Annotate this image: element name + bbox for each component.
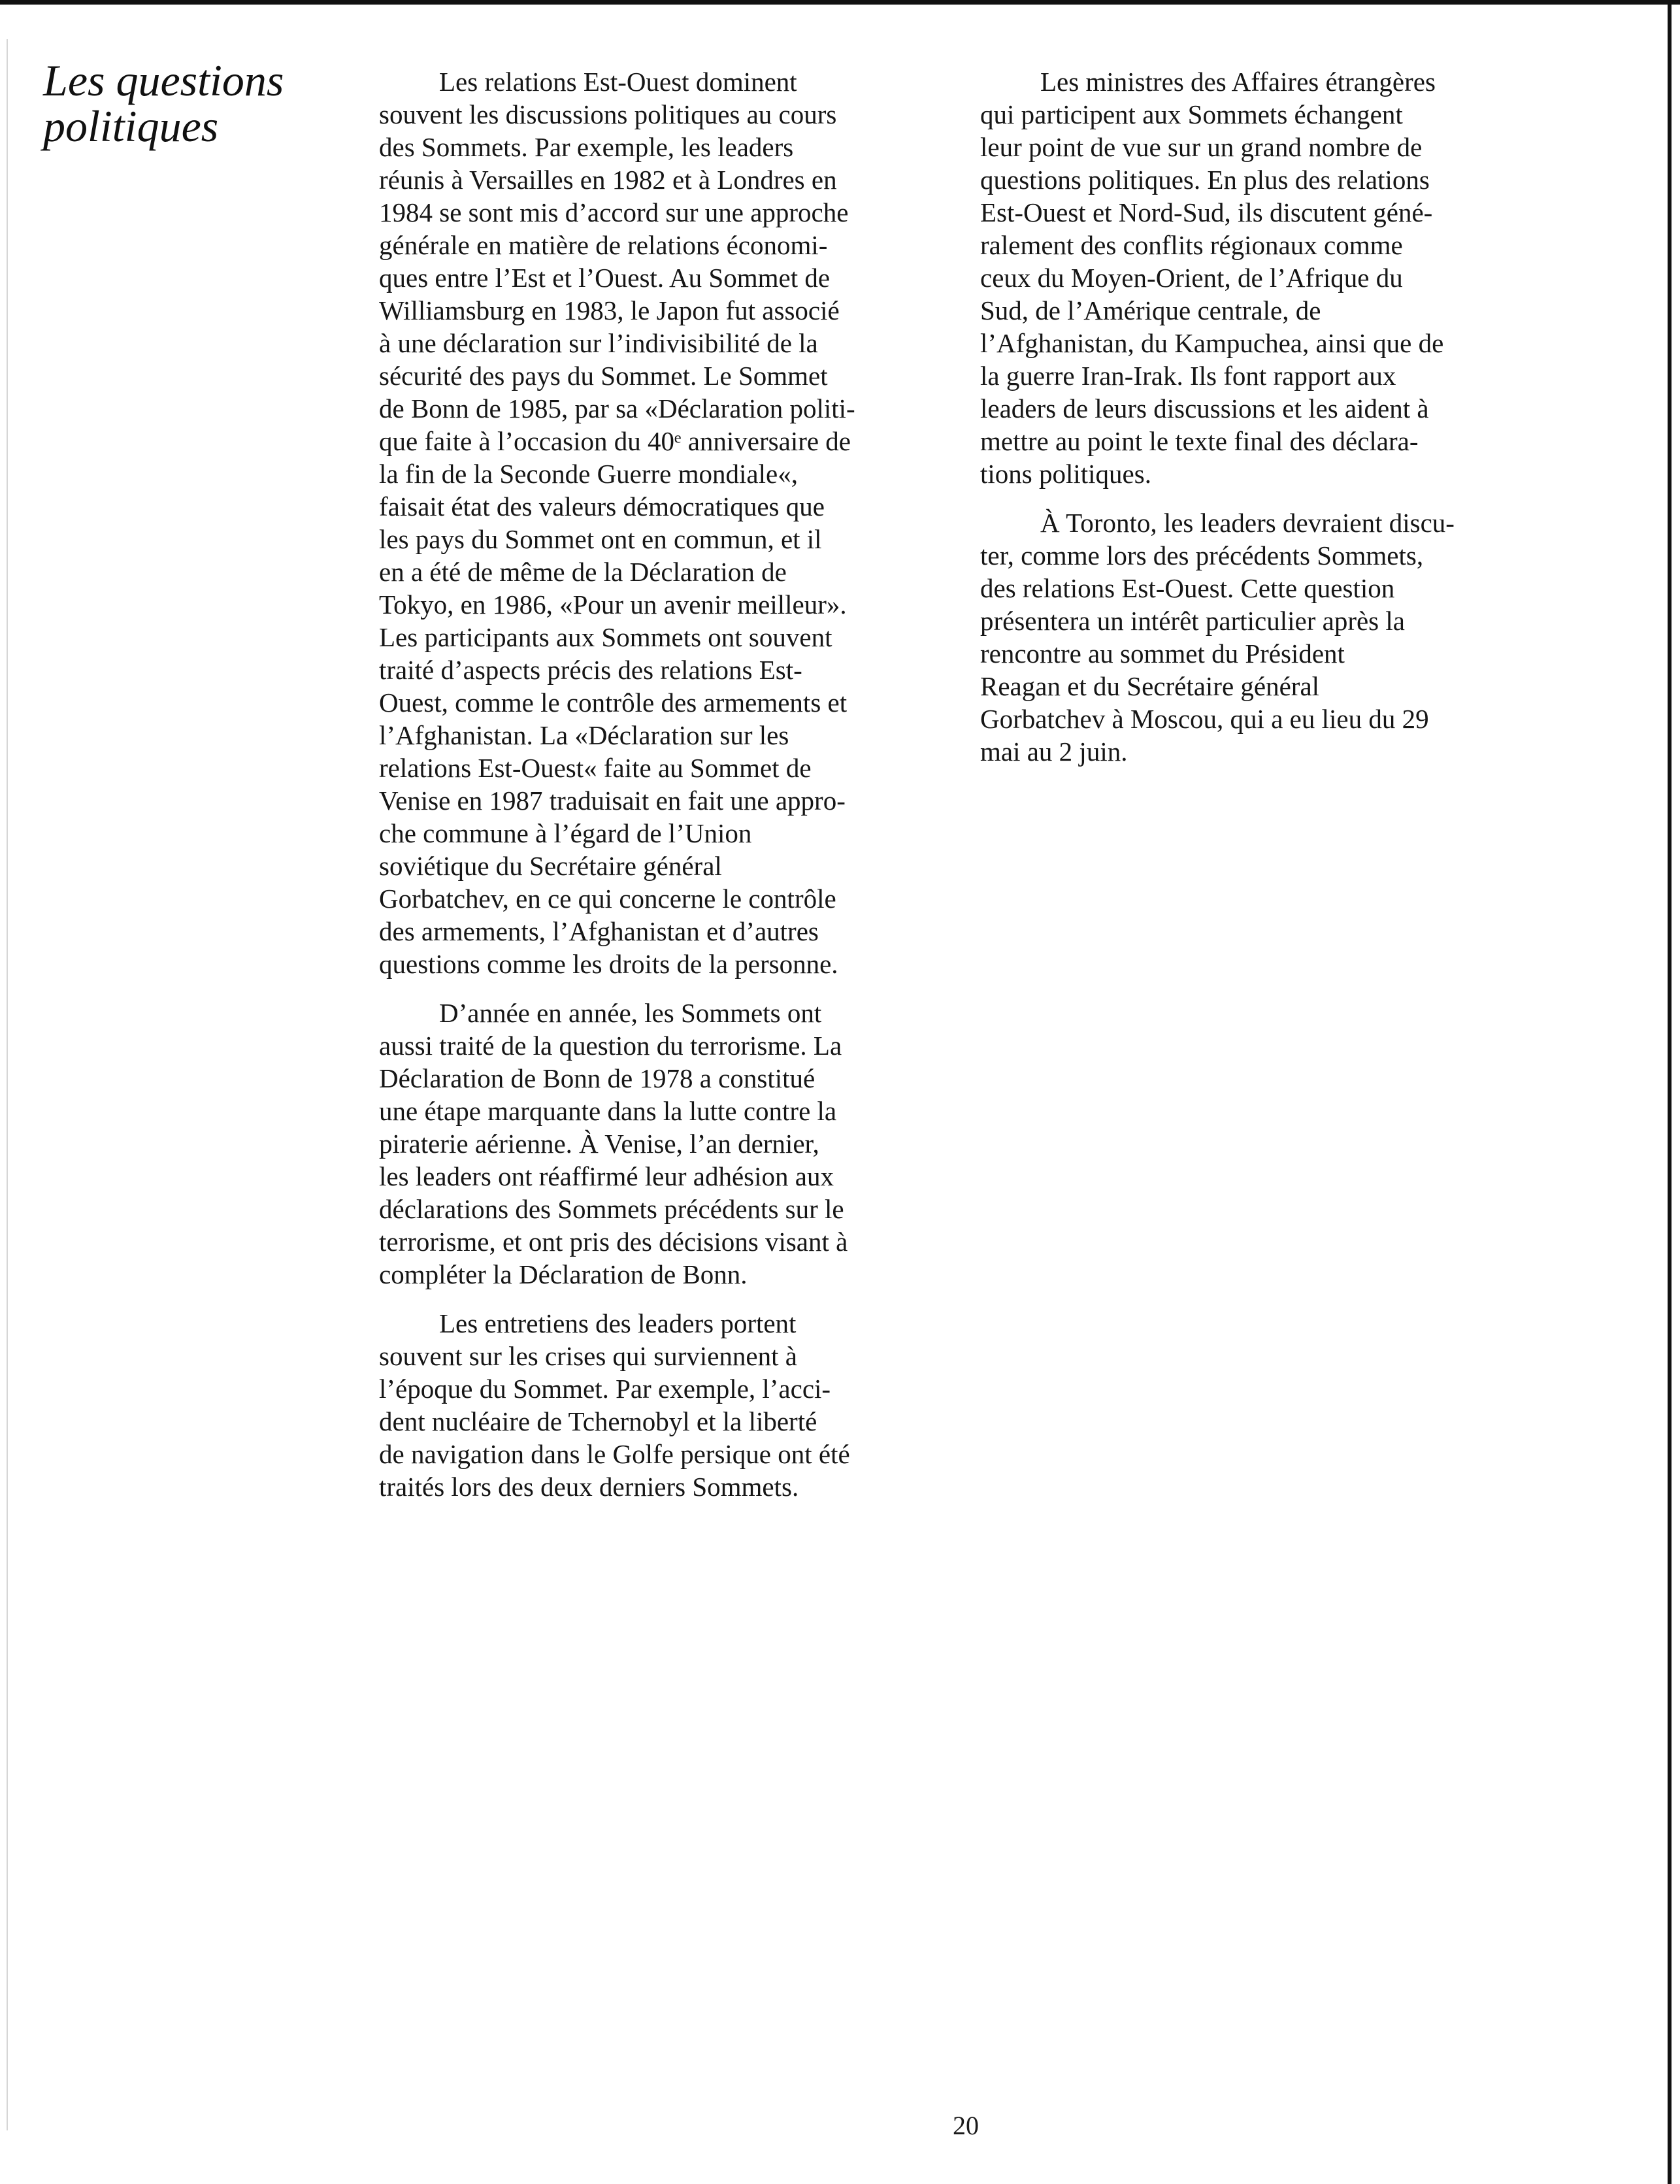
text-line: ter, comme lors des précédents Sommets,	[980, 540, 1424, 571]
text-line: D’année en année, les Sommets ont	[439, 998, 822, 1028]
text-line: relations Est-Ouest« faite au Sommet de	[379, 753, 812, 783]
text-line: des relations Est-Ouest. Cette question	[980, 573, 1395, 603]
text-line: traités lors des deux derniers Sommets.	[379, 1472, 799, 1502]
text-line: rencontre au sommet du Président	[980, 638, 1345, 669]
text-line: 1984 se sont mis d’accord sur une approche	[379, 197, 849, 227]
text-line: mai au 2 juin.	[980, 736, 1128, 767]
text-line: la guerre Iran-Irak. Ils font rapport aux	[980, 361, 1396, 391]
text-line: ralement des conflits régionaux comme	[980, 230, 1403, 260]
text-line: Venise en 1987 traduisait en fait une appro-	[379, 786, 846, 816]
right-border-rule	[1668, 0, 1672, 2184]
text-line: terrorisme, et ont pris des décisions visant à	[379, 1227, 848, 1257]
paragraph	[379, 997, 967, 1291]
text-line: Les participants aux Sommets ont souvent	[379, 622, 832, 652]
section-heading	[43, 58, 344, 149]
text-line: Ouest, comme le contrôle des armements et	[379, 687, 848, 718]
paragraph	[980, 65, 1568, 490]
text-line: les pays du Sommet ont en commun, et il	[379, 524, 822, 554]
text-line: sécurité des pays du Sommet. Le Sommet	[379, 361, 828, 391]
text-line: leur point de vue sur un grand nombre de	[980, 132, 1423, 162]
text-line: Est-Ouest et Nord-Sud, ils discutent géné-	[980, 197, 1433, 227]
text-line: ceux du Moyen-Orient, de l’Afrique du	[980, 263, 1403, 293]
text-line: déclarations des Sommets précédents sur le	[379, 1194, 844, 1224]
text-column-middle	[379, 65, 967, 1519]
text-line: les leaders ont réaffirmé leur adhésion aux	[379, 1161, 834, 1191]
text-line: aussi traité de la question du terrorisme. La	[379, 1031, 842, 1061]
text-line: Williamsburg en 1983, le Japon fut associé	[379, 295, 840, 325]
text-line: de navigation dans le Golfe persique ont été	[379, 1439, 850, 1469]
paragraph	[980, 506, 1568, 768]
text-line: Les relations Est-Ouest dominent	[439, 67, 797, 97]
text-line: Gorbatchev à Moscou, qui a eu lieu du 29	[980, 704, 1429, 734]
text-line: une étape marquante dans la lutte contre la	[379, 1096, 837, 1126]
text-line: à une déclaration sur l’indivisibilité de la	[379, 328, 818, 358]
text-line: À Toronto, les leaders devraient discu-	[1040, 508, 1455, 538]
text-line: l’Afghanistan. La «Déclaration sur les	[379, 720, 789, 750]
text-line: che commune à l’égard de l’Union	[379, 818, 752, 848]
text-line: Déclaration de Bonn de 1978 a constitué	[379, 1063, 815, 1093]
text-line: Sud, de l’Amérique centrale, de	[980, 295, 1321, 325]
text-line: souvent sur les crises qui surviennent à	[379, 1341, 797, 1371]
text-line: des Sommets. Par exemple, les leaders	[379, 132, 794, 162]
text-line: qui participent aux Sommets échangent	[980, 99, 1403, 129]
text-line: questions politiques. En plus des relations	[980, 165, 1430, 195]
text-line: l’Afghanistan, du Kampuchea, ainsi que de	[980, 328, 1444, 358]
left-margin-line	[7, 39, 8, 2130]
text-line: Les entretiens des leaders portent	[439, 1308, 797, 1338]
text-line: présentera un intérêt particulier après la	[980, 606, 1405, 636]
text-line: Reagan et du Secrétaire général	[980, 671, 1320, 701]
text-line: Gorbatchev, en ce qui concerne le contrôle	[379, 884, 836, 914]
text-line: réunis à Versailles en 1982 et à Londres en	[379, 165, 837, 195]
paragraph	[379, 1307, 967, 1503]
text-line: tions politiques.	[980, 459, 1151, 489]
text-line: des armements, l’Afghanistan et d’autres	[379, 916, 819, 946]
text-line: leaders de leurs discussions et les aident à	[980, 393, 1429, 423]
heading-line: politiques	[43, 101, 219, 151]
text-line: la fin de la Seconde Guerre mondiale«,	[379, 459, 798, 489]
text-line: compléter la Déclaration de Bonn.	[379, 1259, 748, 1289]
text-line: faisait état des valeurs démocratiques que	[379, 491, 825, 521]
text-line: l’époque du Sommet. Par exemple, l’acci-	[379, 1374, 831, 1404]
text-line: Les ministres des Affaires étrangères	[1040, 67, 1436, 97]
text-line: piraterie aérienne. À Venise, l’an dernier,	[379, 1129, 819, 1159]
heading-line: Les questions	[43, 56, 284, 105]
text-line: ques entre l’Est et l’Ouest. Au Sommet de	[379, 263, 831, 293]
page-number: 20	[953, 2111, 979, 2140]
text-line: traité d’aspects précis des relations Est-	[379, 655, 802, 685]
text-column-right	[980, 65, 1568, 784]
text-line: Tokyo, en 1986, «Pour un avenir meilleur».	[379, 589, 847, 620]
text-line: souvent les discussions politiques au cours	[379, 99, 837, 129]
paragraph	[379, 65, 967, 980]
text-line: mettre au point le texte final des déclara-	[980, 426, 1419, 456]
text-line: en a été de même de la Déclaration de	[379, 557, 787, 587]
text-line: que faite à l’occasion du 40ᵉ anniversaire de	[379, 426, 851, 456]
text-line: dent nucléaire de Tchernobyl et la liberté	[379, 1406, 817, 1436]
text-line: questions comme les droits de la personne.	[379, 949, 838, 979]
text-line: de Bonn de 1985, par sa «Déclaration politi-	[379, 393, 855, 423]
top-border-rule	[0, 0, 1680, 5]
text-line: générale en matière de relations économi-	[379, 230, 828, 260]
text-line: soviétique du Secrétaire général	[379, 851, 722, 881]
